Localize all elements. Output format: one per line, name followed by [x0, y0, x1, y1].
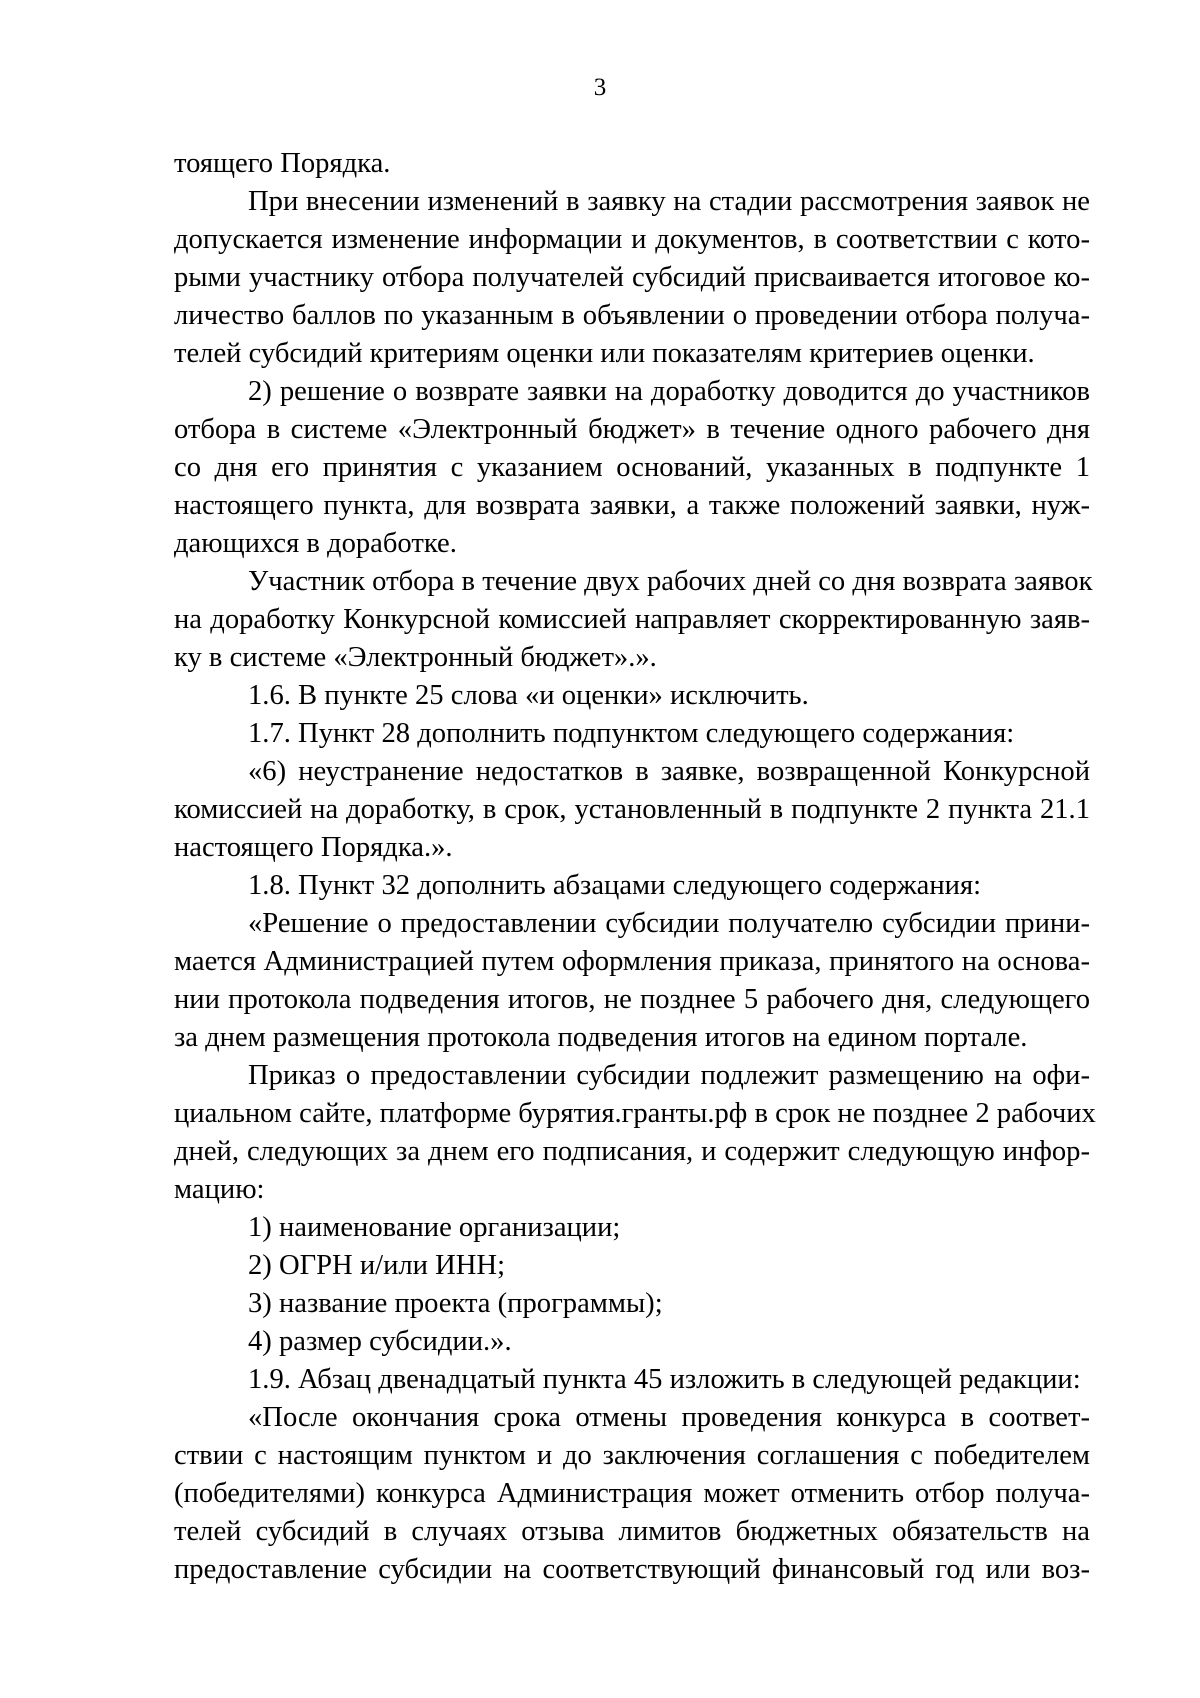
text-line: телей субсидий критериям оценки или показателям критериев оценки.	[174, 338, 1035, 369]
text-line: (победителями) конкурса Администрация может отменить отбор получа-	[174, 1478, 1090, 1509]
text-line: дней, следующих за днем его подписания, и содержит следующую инфор-	[174, 1136, 1090, 1167]
text-line: личество баллов по указанным в объявлении о проведении отбора получа-	[174, 300, 1090, 331]
text-line: 2) ОГРН и/или ИНН;	[248, 1250, 506, 1281]
text-line: 4) размер субсидии.».	[248, 1326, 512, 1357]
text-line: нии протокола подведения итогов, не позднее 5 рабочего дня, следующего	[174, 984, 1090, 1015]
text-line: «6) неустранение недостатков в заявке, возвращенной Конкурсной	[248, 756, 1090, 787]
text-line: ствии с настоящим пунктом и до заключения соглашения с победителем	[174, 1440, 1090, 1471]
text-line: со дня его принятия с указанием оснований, указанных в подпункте 1	[174, 452, 1090, 483]
text-line: отбора в системе «Электронный бюджет» в течение одного рабочего дня	[174, 414, 1090, 445]
text-line: телей субсидий в случаях отзыва лимитов бюджетных обязательств на	[174, 1516, 1090, 1547]
text-line: «После окончания срока отмены проведения конкурса в соответ-	[248, 1402, 1090, 1433]
text-line: При внесении изменений в заявку на стадии рассмотрения заявок не	[248, 186, 1090, 217]
text-line: 3) название проекта (программы);	[248, 1288, 663, 1319]
text-line: предоставление субсидии на соответствующий финансовый год или воз-	[174, 1554, 1090, 1585]
text-line: допускается изменение информации и документов, в соответствии с кото-	[174, 224, 1090, 255]
text-line: настоящего пункта, для возврата заявки, а также положений заявки, нуж-	[174, 490, 1090, 521]
text-line: дающихся в доработке.	[174, 528, 457, 559]
text-line: комиссией на доработку, в срок, установленный в подпункте 2 пункта 21.1	[174, 794, 1090, 825]
text-line: 1.8. Пункт 32 дополнить абзацами следующего содержания:	[248, 870, 982, 901]
text-line: Участник отбора в течение двух рабочих дней со дня возврата заявок	[248, 566, 1093, 597]
text-line: 1.7. Пункт 28 дополнить подпунктом следующего содержания:	[248, 718, 1015, 749]
text-line: Приказ о предоставлении субсидии подлежит размещению на офи-	[248, 1060, 1090, 1091]
page-number: 3	[593, 74, 607, 101]
text-line: циальном сайте, платформе бурятия.гранты.рф в срок не позднее 2 рабочих	[174, 1098, 1096, 1129]
text-line: тоящего Порядка.	[174, 148, 391, 179]
text-line: мацию:	[174, 1174, 265, 1205]
document-body	[174, 145, 1096, 1589]
text-line: 1.9. Абзац двенадцатый пункта 45 изложить в следующей редакции:	[248, 1364, 1081, 1395]
text-line: на доработку Конкурсной комиссией направляет скорректированную заяв-	[174, 604, 1090, 635]
text-line: настоящего Порядка.».	[174, 832, 453, 863]
text-line: рыми участнику отбора получателей субсидий присваивается итоговое ко-	[174, 262, 1090, 293]
text-line: «Решение о предоставлении субсидии получателю субсидии прини-	[248, 908, 1090, 939]
text-line: 2) решение о возврате заявки на доработку доводится до участников	[248, 376, 1090, 407]
text-line: 1) наименование организации;	[248, 1212, 621, 1243]
text-line: мается Администрацией путем оформления приказа, принятого на основа-	[174, 946, 1090, 977]
text-line: ку в системе «Электронный бюджет».».	[174, 642, 657, 673]
text-line: 1.6. В пункте 25 слова «и оценки» исключить.	[248, 680, 809, 711]
text-line: за днем размещения протокола подведения итогов на едином портале.	[174, 1022, 1028, 1053]
